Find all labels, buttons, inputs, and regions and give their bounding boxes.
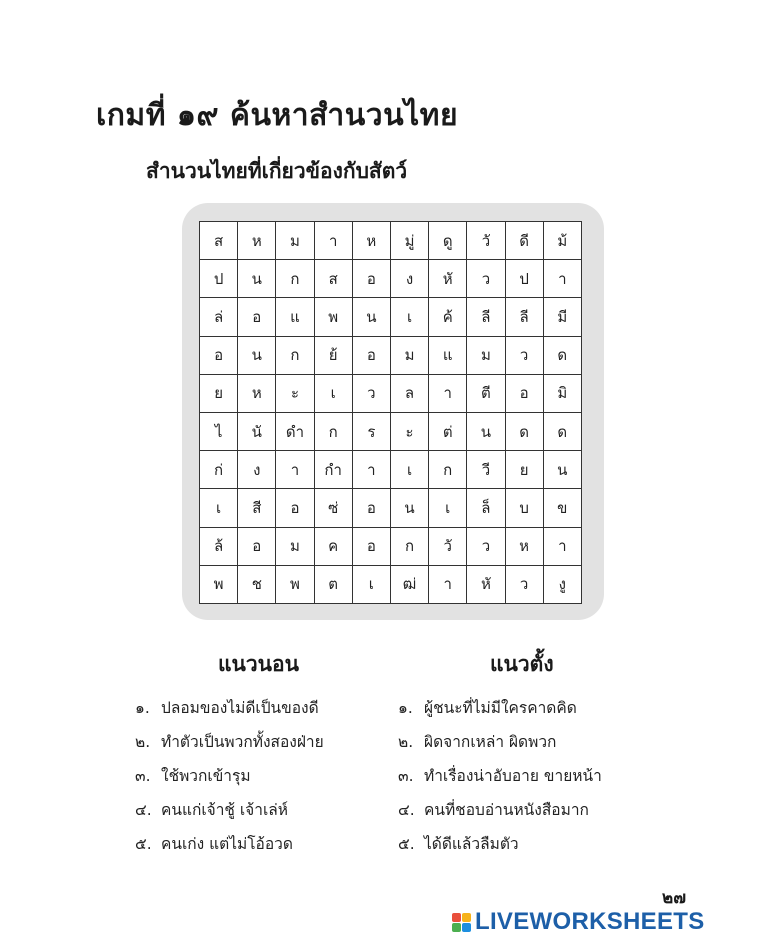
grid-cell[interactable]: ดู	[429, 222, 467, 260]
clue-number: ๓.	[398, 766, 414, 785]
grid-cell[interactable]: ก่	[200, 451, 238, 489]
grid-cell[interactable]: ดำ	[276, 413, 314, 451]
vertical-clue-list	[398, 690, 602, 860]
vertical-clue	[398, 758, 602, 792]
grid-cell[interactable]: ช	[238, 566, 276, 604]
grid-cell[interactable]: า	[544, 528, 582, 566]
grid-cell[interactable]: ร	[353, 413, 391, 451]
grid-cell[interactable]: น	[238, 337, 276, 375]
clue-number: ๓.	[135, 766, 151, 785]
grid-cell[interactable]: ดี	[506, 222, 544, 260]
grid-cell[interactable]: เ	[315, 375, 353, 413]
grid-cell[interactable]: หั	[429, 260, 467, 298]
grid-cell[interactable]: ป	[506, 260, 544, 298]
page-number: ๒๗	[662, 888, 686, 908]
grid-cell[interactable]: ตี	[467, 375, 505, 413]
grid-cell[interactable]: า	[429, 566, 467, 604]
grid-cell[interactable]: ม	[276, 222, 314, 260]
vertical-clue	[398, 826, 602, 860]
grid-cell[interactable]: ห	[506, 528, 544, 566]
clue-text: คนแก่เจ้าชู้ เจ้าเล่ห์	[161, 800, 288, 819]
clue-text: ได้ดีแล้วลืมตัว	[424, 834, 519, 853]
grid-cell[interactable]: ค้	[429, 298, 467, 336]
horizontal-clue	[135, 690, 324, 724]
grid-cell[interactable]: ะ	[391, 413, 429, 451]
grid-cell[interactable]: แ	[429, 337, 467, 375]
grid-cell[interactable]: ด	[544, 413, 582, 451]
grid-cell[interactable]: ม	[467, 337, 505, 375]
grid-cell[interactable]: ย	[200, 375, 238, 413]
vertical-heading: แนวตั้ง	[490, 652, 554, 676]
grid-cell[interactable]: ม	[276, 528, 314, 566]
clue-text: ผู้ชนะที่ไม่มีใครคาดคิด	[424, 698, 577, 717]
clue-text: ทำเรื่องน่าอับอาย ขายหน้า	[424, 766, 602, 785]
grid-cell[interactable]: เ	[429, 489, 467, 527]
grid-cell[interactable]: แ	[276, 298, 314, 336]
grid-cell[interactable]: ห	[238, 222, 276, 260]
clue-number: ๑.	[398, 698, 413, 717]
vertical-clue	[398, 724, 602, 758]
grid-cell[interactable]: นั	[238, 413, 276, 451]
grid-cell[interactable]: หั	[467, 566, 505, 604]
grid-cell[interactable]: ก	[391, 528, 429, 566]
horizontal-clue	[135, 826, 324, 860]
grid-cell[interactable]: น	[544, 451, 582, 489]
clue-text: คนเก่ง แต่ไม่โอ้อวด	[161, 834, 293, 853]
clue-number: ๑.	[135, 698, 150, 717]
grid-cell[interactable]: อ	[276, 489, 314, 527]
grid-cell[interactable]: ซ่	[315, 489, 353, 527]
grid-cell[interactable]: ส	[200, 222, 238, 260]
grid-cell[interactable]: วั	[429, 528, 467, 566]
grid-cell[interactable]: ไ	[200, 413, 238, 451]
grid-cell[interactable]: อ	[353, 489, 391, 527]
grid-cell[interactable]: ด	[544, 337, 582, 375]
logo-square	[462, 923, 471, 932]
clue-number: ๕.	[135, 834, 152, 853]
grid-cell[interactable]: พ	[315, 298, 353, 336]
grid-cell[interactable]: า	[315, 222, 353, 260]
grid-cell[interactable]: อ	[353, 260, 391, 298]
grid-cell[interactable]: พ	[200, 566, 238, 604]
vertical-clue	[398, 690, 602, 724]
clue-text: ใช้พวกเข้ารุม	[161, 766, 251, 785]
clue-text: ผิดจากเหล่า ผิดพวก	[424, 732, 557, 751]
grid-cell[interactable]: งู	[544, 566, 582, 604]
horizontal-clue	[135, 792, 324, 826]
grid-cell[interactable]: น	[467, 413, 505, 451]
grid-cell[interactable]: ต	[315, 566, 353, 604]
word-search-grid	[199, 221, 582, 604]
grid-cell[interactable]: มี	[544, 298, 582, 336]
grid-cell[interactable]: สี	[238, 489, 276, 527]
grid-cell[interactable]: ต่	[429, 413, 467, 451]
grid-cell[interactable]: ม้	[544, 222, 582, 260]
liveworksheets-logo-icon	[452, 913, 471, 932]
horizontal-clue	[135, 758, 324, 792]
horizontal-clue-list	[135, 690, 324, 860]
clue-number: ๒.	[398, 732, 414, 751]
grid-cell[interactable]: ป	[200, 260, 238, 298]
grid-cell[interactable]: ว	[506, 337, 544, 375]
grid-cell[interactable]: ฒ่	[391, 566, 429, 604]
grid-cell[interactable]: ด	[506, 413, 544, 451]
grid-cell[interactable]: บ	[506, 489, 544, 527]
logo-square	[462, 913, 471, 922]
clue-number: ๔.	[135, 800, 152, 819]
brand-text: LIVEWORKSHEETS	[475, 908, 705, 935]
clue-text: ปลอมของไม่ดีเป็นของดี	[161, 698, 319, 717]
grid-cell[interactable]: า	[544, 260, 582, 298]
clue-number: ๒.	[135, 732, 151, 751]
page-subtitle: สำนวนไทยที่เกี่ยวข้องกับสัตว์	[146, 159, 408, 183]
grid-cell[interactable]: ลี	[506, 298, 544, 336]
grid-cell[interactable]: ย้	[315, 337, 353, 375]
grid-cell[interactable]: อ	[238, 528, 276, 566]
grid-cell[interactable]: ว	[467, 260, 505, 298]
grid-cell[interactable]: ก	[276, 337, 314, 375]
grid-cell[interactable]: ห	[353, 222, 391, 260]
liveworksheets-brand[interactable]	[452, 908, 705, 936]
clue-number: ๕.	[398, 834, 415, 853]
grid-cell[interactable]: วั	[467, 222, 505, 260]
grid-cell[interactable]: ล้	[200, 528, 238, 566]
clue-text: ทำตัวเป็นพวกทั้งสองฝ่าย	[161, 732, 324, 751]
grid-cell[interactable]: วี	[467, 451, 505, 489]
grid-cell[interactable]: น	[353, 298, 391, 336]
grid-cell[interactable]: ลี	[467, 298, 505, 336]
grid-cell[interactable]: ง	[238, 451, 276, 489]
horizontal-heading: แนวนอน	[218, 652, 300, 676]
grid-cell[interactable]: เ	[353, 566, 391, 604]
clue-number: ๔.	[398, 800, 415, 819]
grid-cell[interactable]: อ	[506, 375, 544, 413]
grid-cell[interactable]: เ	[200, 489, 238, 527]
grid-cell[interactable]: ว	[506, 566, 544, 604]
grid-cell[interactable]: ว	[467, 528, 505, 566]
grid-cell[interactable]: ล	[391, 375, 429, 413]
grid-cell[interactable]: ข	[544, 489, 582, 527]
grid-cell[interactable]: า	[429, 375, 467, 413]
grid-cell[interactable]: เ	[391, 451, 429, 489]
grid-cell[interactable]: ล่	[200, 298, 238, 336]
grid-cell[interactable]: น	[391, 489, 429, 527]
grid-cell[interactable]: อ	[353, 337, 391, 375]
logo-square	[452, 923, 461, 932]
grid-cell[interactable]: า	[276, 451, 314, 489]
grid-cell[interactable]: ล็	[467, 489, 505, 527]
page-title: เกมที่ ๑๙ ค้นหาสำนวนไทย	[96, 98, 459, 133]
grid-cell[interactable]: ก	[429, 451, 467, 489]
grid-cell[interactable]: ก	[315, 413, 353, 451]
grid-cell[interactable]: พ	[276, 566, 314, 604]
grid-cell[interactable]: อ	[353, 528, 391, 566]
horizontal-clue	[135, 724, 324, 758]
vertical-clue	[398, 792, 602, 826]
grid-cell[interactable]: น	[238, 260, 276, 298]
grid-cell[interactable]: ว	[353, 375, 391, 413]
grid-cell[interactable]: กำ	[315, 451, 353, 489]
grid-cell[interactable]: ส	[315, 260, 353, 298]
grid-cell[interactable]: มู่	[391, 222, 429, 260]
grid-cell[interactable]: า	[353, 451, 391, 489]
grid-cell[interactable]: เ	[391, 298, 429, 336]
grid-cell[interactable]: มิ	[544, 375, 582, 413]
grid-cell[interactable]: ะ	[276, 375, 314, 413]
grid-cell[interactable]: ย	[506, 451, 544, 489]
grid-cell[interactable]: ก	[276, 260, 314, 298]
grid-cell[interactable]: ง	[391, 260, 429, 298]
grid-cell[interactable]: ค	[315, 528, 353, 566]
grid-cell[interactable]: ห	[238, 375, 276, 413]
grid-cell[interactable]: อ	[238, 298, 276, 336]
logo-square	[452, 913, 461, 922]
clue-text: คนที่ชอบอ่านหนังสือมาก	[424, 800, 589, 819]
grid-cell[interactable]: ม	[391, 337, 429, 375]
grid-cell[interactable]: อ	[200, 337, 238, 375]
